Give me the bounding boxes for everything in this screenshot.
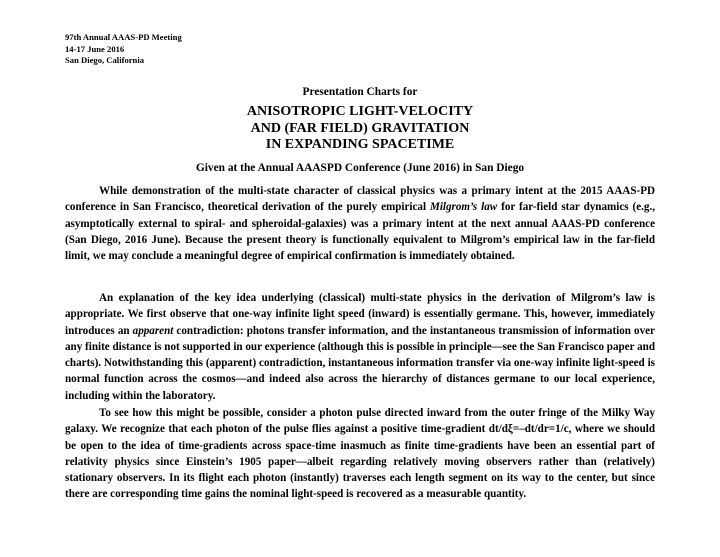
document-subtitle: Given at the Annual AAASPD Conference (June 2016) in San Diego: [195, 162, 525, 174]
paragraph-3-text: To see how this might be possible, consider a photon pulse directed inward from the outer fringe of the Milky Way galaxy. We recognize that each photon of the pulse flies against a positive time-gradient dt/dξ=–dt/dr=1/c, where we should be open to the idea of time-gradients across space-time inasmuch as finite time-gradients have been an essential part of relativity physics since Einstein’s 1905 paper—albeit regarding relatively moving observers rather than (relatively) stationary observers. In its flight each photon (instantly) traverses each length segment on its way to the center, but since there are corresponding time gains the nominal light-speed is recovered as a measurable quantity.: [65, 407, 655, 501]
paragraph-2-part-a: An explanation of the key idea underlying (classical) multi-state physics in the derivation of Milgrom’s law is appropriate. We first observe that one-way infinite light speed (inward) is essentially germane. This, however, immediately introduces an: [65, 292, 655, 337]
title-line-2: AND (FAR FIELD) GRAVITATION: [250, 120, 470, 136]
paragraph-1-text: [65, 183, 655, 264]
paragraph-2-emphasis: apparent: [132, 324, 174, 337]
paragraph-2-text: [65, 290, 655, 404]
meeting-dates: 14-17 June 2016: [65, 43, 125, 54]
pre-title: Presentation Charts for: [302, 86, 418, 98]
paragraph-1: [65, 183, 655, 264]
title-line-1: ANISOTROPIC LIGHT-VELOCITY: [246, 104, 474, 119]
paragraph-2: [65, 290, 655, 404]
document-title: [0, 104, 720, 154]
meeting-location: San Diego, California: [65, 55, 145, 65]
paragraph-1-emphasis: Milgrom’s law: [429, 201, 498, 214]
paragraph-3: [65, 405, 655, 503]
paragraph-1-part-a: While demonstration of the multi-state character of classical physics was a primary intent at the 2015 AAAS-PD conference in San Francisco, theoretical derivation of the purely empirical: [65, 185, 655, 214]
paragraph-1-part-b: for far-field star dynamics (e.g., asymptotically external to spiral- and spheroidal-galaxies) was a primary intent at the next annual AAAS-PD conference (San Diego, 2016 June). Because the present theory is functionally equivalent to Milgrom’s empirical law in the far-field limit, we may conclude a meaningful degree of empirical confirmation is immediately obtained.: [65, 201, 655, 263]
paragraph-2-part-b: contradiction: photons transfer information, and the instantaneous transmission of information over any finite distance is not supported in our experience (although this is possible in principle—see the San Francisco paper and charts). Notwithstanding this (apparent) contradiction, instantaneous information transfer via one-way infinite light-speed is normal function across the cosmos—and indeed also across the hierarchy of distances germane to our local experience, including within the laboratory.: [65, 324, 655, 402]
meeting-header: [65, 32, 182, 67]
title-line-3: IN EXPANDING SPACETIME: [265, 137, 455, 152]
meeting-name: 97th Annual AAAS-PD Meeting: [65, 32, 182, 42]
